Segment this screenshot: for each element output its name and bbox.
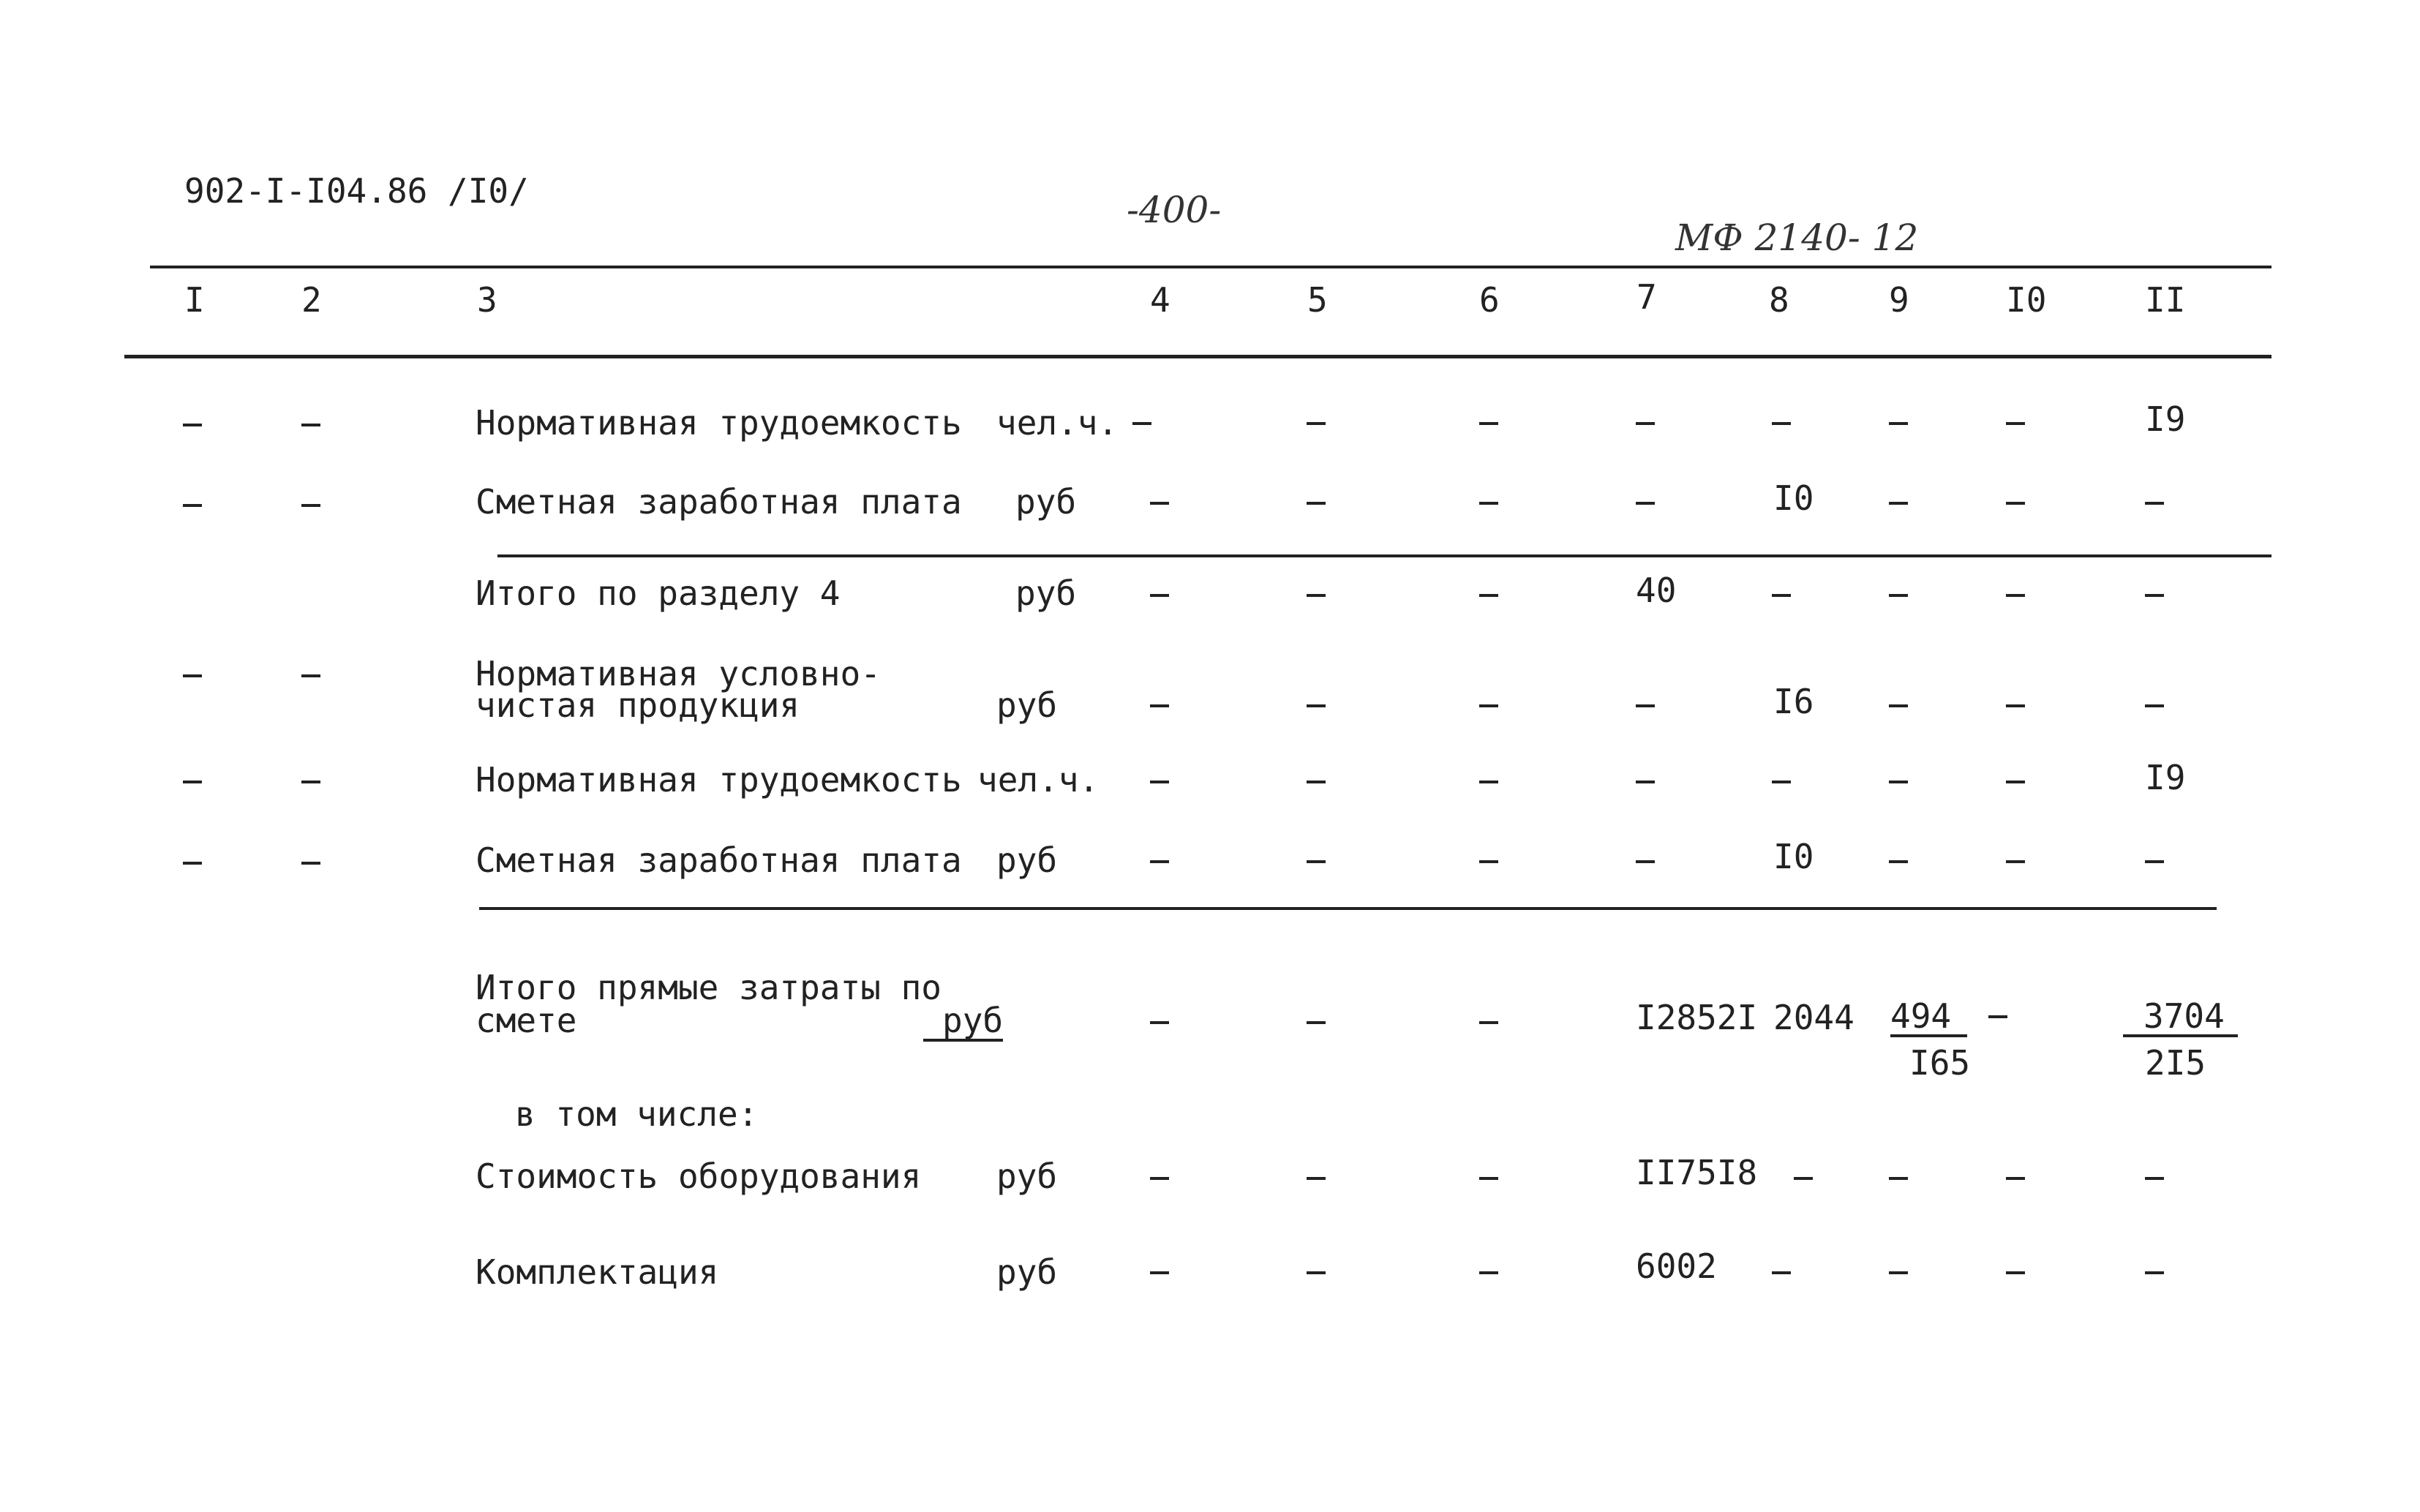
row-label-line1: Итого прямые затраты по bbox=[476, 968, 942, 1007]
dash bbox=[183, 781, 202, 783]
dash bbox=[183, 674, 202, 677]
dash bbox=[301, 424, 320, 426]
row-label: Нормативная трудоемкость bbox=[476, 760, 962, 800]
dash bbox=[183, 424, 202, 426]
cell-col-9-denominator: I65 bbox=[1909, 1043, 1971, 1083]
dash bbox=[1889, 860, 1908, 863]
dash bbox=[1889, 1177, 1908, 1180]
row-label: Сметная заработная плата bbox=[476, 482, 962, 522]
grand-total-rule bbox=[479, 907, 2217, 910]
dash bbox=[1794, 1177, 1813, 1180]
col-header-4: 4 bbox=[1150, 280, 1170, 320]
cell-col-9-numerator: 494 bbox=[1890, 999, 1967, 1037]
row-unit: руб bbox=[1015, 573, 1077, 613]
dash bbox=[1150, 860, 1169, 863]
dash bbox=[301, 674, 320, 677]
handwritten-stamp: МФ 2140- 12 bbox=[1675, 217, 1919, 259]
dash bbox=[183, 504, 202, 507]
dash bbox=[1479, 594, 1498, 597]
cell-col-11-numerator: 3704 bbox=[2123, 999, 2238, 1037]
dash bbox=[2145, 1271, 2164, 1274]
dash bbox=[1889, 422, 1908, 425]
dash bbox=[1307, 704, 1326, 707]
dash bbox=[1307, 1021, 1326, 1024]
row-label-line2: смете bbox=[476, 1001, 577, 1040]
cell-col-8: 2044 bbox=[1773, 998, 1855, 1037]
cell-col-7: 6002 bbox=[1636, 1246, 1717, 1286]
dash bbox=[1889, 502, 1908, 505]
cell-col-8: I0 bbox=[1773, 478, 1814, 518]
dash bbox=[2006, 1177, 2025, 1180]
section-total-rule bbox=[497, 554, 2271, 557]
row-label-line2: чистая продукция bbox=[476, 685, 800, 725]
dash bbox=[2006, 502, 2025, 505]
dash bbox=[301, 862, 320, 865]
dash bbox=[1307, 422, 1326, 425]
dash bbox=[1889, 781, 1908, 783]
dash bbox=[1772, 1271, 1791, 1274]
dash bbox=[2006, 704, 2025, 707]
dash bbox=[1479, 781, 1498, 783]
cell-col-11: I9 bbox=[2145, 399, 2186, 439]
row-label: Стоимость оборудования bbox=[476, 1156, 922, 1196]
row-unit: чел.ч. bbox=[996, 403, 1119, 443]
row-label-line1: Нормативная условно- bbox=[476, 654, 881, 693]
dash bbox=[1307, 1177, 1326, 1180]
row-label: Нормативная трудоемкость bbox=[476, 403, 962, 443]
page-number: -400- bbox=[1127, 189, 1222, 231]
dash bbox=[2006, 594, 2025, 597]
dash bbox=[1150, 1021, 1169, 1024]
dash bbox=[1479, 1177, 1498, 1180]
col-header-7: 7 bbox=[1636, 277, 1657, 317]
col-header-1: I bbox=[184, 280, 205, 320]
dash bbox=[1150, 1271, 1169, 1274]
cell-col-11-denominator: 2I5 bbox=[2145, 1043, 2206, 1083]
col-header-10: I0 bbox=[2006, 280, 2047, 320]
col-header-8: 8 bbox=[1769, 280, 1789, 320]
dash bbox=[1772, 422, 1791, 425]
dash bbox=[1150, 781, 1169, 783]
dash bbox=[1636, 502, 1655, 505]
col-header-6: 6 bbox=[1479, 280, 1500, 320]
dash bbox=[1479, 422, 1498, 425]
row-unit: руб bbox=[996, 840, 1058, 880]
row-unit: руб bbox=[996, 685, 1058, 725]
dash bbox=[1307, 860, 1326, 863]
cell-col-7: II75I8 bbox=[1636, 1153, 1758, 1192]
col-header-11: II bbox=[2145, 280, 2186, 320]
dash bbox=[2145, 860, 2164, 863]
row-label: Итого по разделу 4 bbox=[476, 573, 841, 613]
row-label: Сметная заработная плата bbox=[476, 840, 962, 880]
dash bbox=[1772, 781, 1791, 783]
dash bbox=[1150, 1177, 1169, 1180]
dash bbox=[2006, 781, 2025, 783]
dash bbox=[1636, 781, 1655, 783]
header-bottom-rule bbox=[124, 355, 2271, 358]
cell-col-8: I0 bbox=[1773, 837, 1814, 876]
row-unit: чел.ч. bbox=[977, 760, 1100, 800]
dash bbox=[1479, 704, 1498, 707]
dash bbox=[1636, 860, 1655, 863]
col-header-2: 2 bbox=[301, 280, 322, 320]
document-code: 902-I-I04.86 /I0/ bbox=[184, 171, 529, 211]
dash bbox=[1636, 704, 1655, 707]
subheading-including: в том числе: bbox=[515, 1094, 759, 1134]
dash bbox=[1150, 594, 1169, 597]
row-unit: руб bbox=[923, 1004, 1003, 1042]
dash bbox=[2006, 860, 2025, 863]
col-header-3: 3 bbox=[477, 280, 497, 320]
row-unit: руб bbox=[996, 1156, 1058, 1196]
dash bbox=[1479, 860, 1498, 863]
cell-col-11: I9 bbox=[2145, 758, 2186, 797]
dash bbox=[1307, 594, 1326, 597]
dash bbox=[2145, 594, 2164, 597]
dash bbox=[1150, 704, 1169, 707]
dash bbox=[1307, 781, 1326, 783]
dash bbox=[1479, 1271, 1498, 1274]
table-top-rule bbox=[150, 266, 2271, 268]
dash bbox=[1479, 502, 1498, 505]
col-header-5: 5 bbox=[1307, 280, 1328, 320]
dash bbox=[2145, 502, 2164, 505]
dash bbox=[1636, 422, 1655, 425]
dash bbox=[2145, 1177, 2164, 1180]
dash bbox=[1889, 1271, 1908, 1274]
dash bbox=[1307, 1271, 1326, 1274]
dash bbox=[2006, 1271, 2025, 1274]
dash bbox=[183, 862, 202, 865]
dash bbox=[1132, 422, 1151, 425]
dash bbox=[1889, 704, 1908, 707]
dash bbox=[1988, 1015, 2007, 1018]
dash bbox=[2145, 704, 2164, 707]
cell-col-7: 40 bbox=[1636, 571, 1677, 610]
dash bbox=[1889, 594, 1908, 597]
row-unit: руб bbox=[996, 1252, 1058, 1292]
dash bbox=[1150, 502, 1169, 505]
cell-col-8: I6 bbox=[1773, 682, 1814, 721]
dash bbox=[301, 504, 320, 507]
col-header-9: 9 bbox=[1889, 280, 1909, 320]
row-unit: руб bbox=[1015, 482, 1077, 522]
dash bbox=[1772, 594, 1791, 597]
cell-col-7: I2852I bbox=[1636, 998, 1758, 1037]
dash bbox=[1479, 1021, 1498, 1024]
dash bbox=[1307, 502, 1326, 505]
dash bbox=[301, 781, 320, 783]
row-label: Комплектация bbox=[476, 1252, 719, 1292]
dash bbox=[2006, 422, 2025, 425]
